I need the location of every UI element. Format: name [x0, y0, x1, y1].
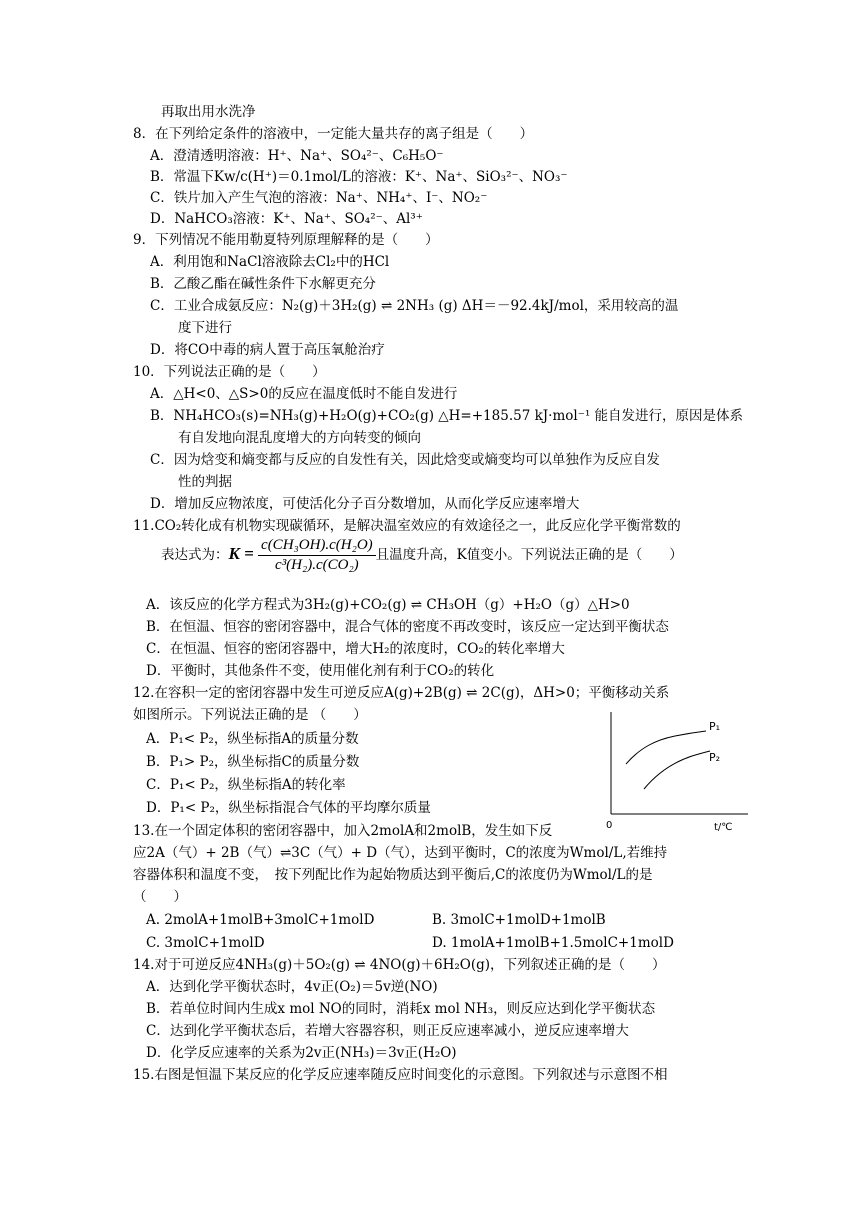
- question-13-option-a: A. 2molA+1molB+3molC+1molD: [146, 912, 375, 928]
- question-14: 14.对于可逆反应4NH₃(g)＋5O₂(g) ⇌ 4NO(g)＋6H₂O(g)，下列叙述正确的是（ ）: [133, 957, 666, 973]
- question-11-option-c: C．在恒温、恒容的密闭容器中，增大H₂的浓度时，CO₂的转化率增大: [146, 641, 565, 657]
- question-9-option-c: C．工业合成氨反应：N₂(g)＋3H₂(g) ⇌ 2NH₃ (g) ΔH＝－92.4kJ/mol，采用较高的温: [150, 298, 679, 314]
- graph-x-axis-label: t/℃: [714, 822, 733, 833]
- graph-origin-label: 0: [606, 820, 613, 831]
- question-10-option-b-cont: 有自发地向混乱度增大的方向转变的倾向: [178, 430, 421, 446]
- question-14-option-d: D．化学反应速率的关系为2v正(NH₃)＝3v正(H₂O): [146, 1045, 457, 1061]
- equilibrium-constant-expression: [161, 537, 683, 574]
- question-10: 10．下列说法正确的是（ ）: [133, 364, 326, 380]
- question-14-option-b: B．若单位时间内生成x mol NO的同时，消耗x mol NH₃，则反应达到化学平衡状态: [146, 1001, 656, 1017]
- curve-p1-label: P₁: [709, 720, 721, 733]
- question-14-option-c: C．达到化学平衡状态后，若增大容器容积，则正反应速率减小，逆反应速率增大: [146, 1023, 629, 1039]
- question-10-option-d: D．增加反应物浓度，可使活化分子百分数增加，从而化学反应速率增大: [150, 496, 580, 512]
- question-12-option-c: C．P₁< P₂，纵坐标指A的转化率: [146, 777, 346, 793]
- question-10-option-a: A．△H<0、△S>0的反应在温度低时不能自发进行: [150, 386, 458, 402]
- question-9-option-a: A．利用饱和NaCl溶液除去Cl₂中的HCl: [150, 254, 390, 270]
- question-12-cont: 如图所示。下列说法正确的是 （ ）: [133, 707, 367, 723]
- question-9-option-b: B．乙酸乙酯在碱性条件下水解更充分: [150, 276, 376, 292]
- question-13-cont-1: 应2A（气）+ 2B（气）⇌3C（气）+ D（气），达到平衡时，C的浓度为Wmol/L,若维持: [133, 845, 668, 861]
- equals-sign: =: [239, 544, 259, 563]
- question-12-option-a: A．P₁< P₂，纵坐标指A的质量分数: [146, 731, 359, 747]
- question-11-option-b: B．在恒温、恒容的密闭容器中，混合气体的密度不再改变时，该反应一定达到平衡状态: [146, 619, 669, 635]
- question-13-option-b: B. 3molC+1molD+1molB: [432, 912, 606, 928]
- fraction-denominator: c³(H₂).c(CO₂): [275, 557, 359, 573]
- question-12-option-b: B．P₁> P₂，纵坐标指C的质量分数: [146, 754, 360, 770]
- question-13-cont-3: （ ）: [133, 889, 187, 905]
- question-10-option-c-cont: 性的判据: [178, 474, 232, 490]
- expression-prefix: 表达式为：: [161, 547, 229, 563]
- curve-p2: [644, 751, 710, 789]
- question-8-option-c: C．铁片加入产生气泡的溶液：Na⁺、NH₄⁺、I⁻、NO₂⁻: [150, 190, 488, 206]
- question-8-option-d: D．NaHCO₃溶液：K⁺、Na⁺、SO₄²⁻、Al³⁺: [150, 211, 423, 227]
- question-13: 13.在一个固定体积的密闭容器中，加入2molA和2molB，发生如下反: [133, 823, 553, 839]
- expression-fraction: [258, 537, 376, 574]
- question-13-option-d: D. 1molA+1molB+1.5molC+1molD: [432, 935, 674, 951]
- question-10-option-b: B．NH₄HCO₃(s)=NH₃(g)+H₂O(g)+CO₂(g) △H=+185.57 kJ·mol⁻¹ 能自发进行，原因是体系: [150, 408, 744, 424]
- expression-suffix: 且温度升高，K值变小。下列说法正确的是（ ）: [375, 547, 683, 563]
- text-line-carryover: 再取出用水洗净: [161, 104, 256, 120]
- question-9-option-c-cont: 度下进行: [178, 320, 232, 336]
- k-symbol: K: [228, 544, 240, 563]
- curve-p1: [626, 731, 706, 764]
- question-8: 8．在下列给定条件的溶液中，一定能大量共存的离子组是（ ）: [133, 126, 534, 142]
- question-14-option-a: A．达到化学平衡状态时，4v正(O₂)＝5v逆(NO): [146, 979, 438, 995]
- question-11: 11.CO₂转化成有机物实现碳循环，是解决温室效应的有效途径之一，此反应化学平衡常数的: [133, 518, 681, 534]
- question-11-option-d: D．平衡时，其他条件不变，使用催化剂有利于CO₂的转化: [146, 663, 495, 679]
- question-10-option-c: C．因为焓变和熵变都与反应的自发性有关，因此焓变或熵变均可以单独作为反应自发: [150, 452, 660, 468]
- question-9: 9．下列情况不能用勒夏特列原理解释的是（ ）: [133, 232, 439, 248]
- fraction-numerator: c(CH₃OH).c(H₂O): [258, 537, 376, 556]
- question-13-cont-2: 容器体积和温度不变， 按下列配比作为起始物质达到平衡后,C的浓度仍为Wmol/L的是: [133, 867, 653, 883]
- question-9-option-d: D．将CO中毒的病人置于高压氧舱治疗: [150, 342, 385, 358]
- question-8-option-a: A．澄清透明溶液：H⁺、Na⁺、SO₄²⁻、C₆H₅O⁻: [150, 148, 444, 164]
- equilibrium-graph: [600, 706, 760, 834]
- question-12: 12.在容积一定的密闭容器中发生可逆反应A(g)+2B(g) ⇌ 2C(g)，ΔH>0；平衡移动关系: [133, 685, 670, 701]
- question-15: 15.右图是恒温下某反应的化学反应速率随反应时间变化的示意图。下列叙述与示意图不相: [133, 1067, 668, 1083]
- question-8-option-b: B．常温下Kw/c(H⁺)＝0.1mol/L的溶液：K⁺、Na⁺、SiO₃²⁻、NO₃⁻: [150, 169, 568, 185]
- curve-p2-label: P₂: [709, 751, 721, 764]
- question-12-option-d: D．P₁< P₂，纵坐标指混合气体的平均摩尔质量: [146, 800, 431, 816]
- question-11-option-a: A．该反应的化学方程式为3H₂(g)+CO₂(g) ⇌ CH₃OH（g）+H₂O（g）△H>0: [146, 597, 630, 613]
- question-13-option-c: C. 3molC+1molD: [146, 935, 265, 951]
